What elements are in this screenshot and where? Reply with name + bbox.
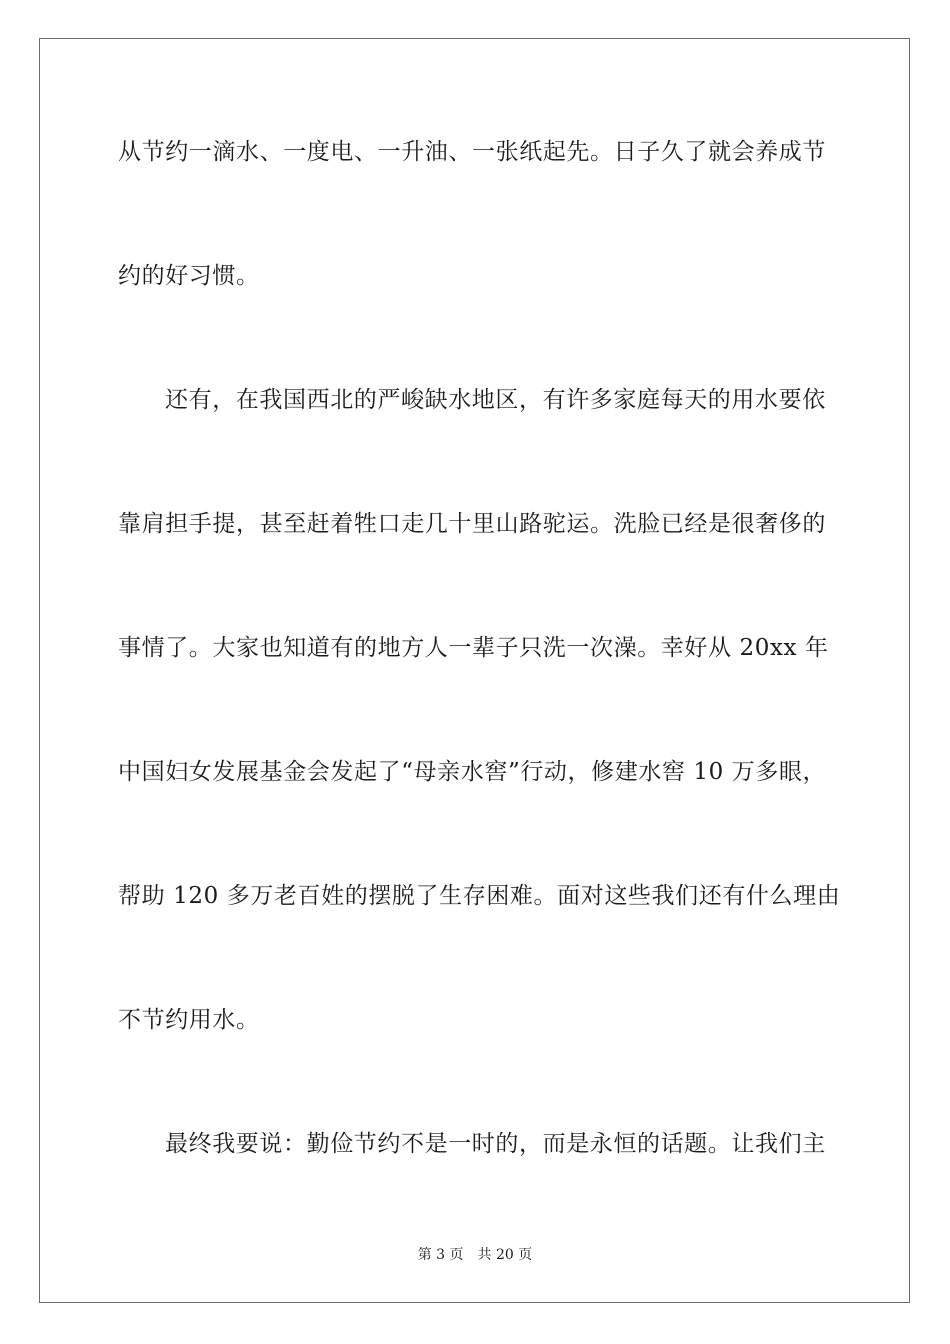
page-footer (0, 1246, 950, 1264)
paragraph-line: 事情了。大家也知道有的地方人一辈子只洗一次澡。幸好从 20xx 年 (118, 635, 829, 661)
paragraph-line: 还有，在我国西北的严峻缺水地区，有许多家庭每天的用水要依 (165, 387, 826, 413)
page-frame (39, 38, 910, 1303)
paragraph-line: 最终我要说：勤俭节约不是一时的，而是永恒的话题。让我们主 (165, 1131, 826, 1157)
paragraph-line: 不节约用水。 (118, 1007, 260, 1033)
paragraph-line: 约的好习惯。 (118, 263, 260, 289)
paragraph-line: 帮助 120 多万老百姓的摆脱了生存困难。面对这些我们还有什么理由 (118, 883, 841, 909)
page-number: 第 3 页 (417, 1247, 464, 1263)
page-total: 共 20 页 (477, 1247, 533, 1263)
paragraph-line: 从节约一滴水、一度电、一升油、一张纸起先。日子久了就会养成节 (118, 139, 826, 165)
paragraph-line: 中国妇女发展基金会发起了“母亲水窖”行动，修建水窖 10 万多眼， (118, 759, 827, 785)
paragraph-line: 靠肩担手提，甚至赶着牲口走几十里山路驼运。洗脸已经是很奢侈的 (118, 511, 826, 537)
